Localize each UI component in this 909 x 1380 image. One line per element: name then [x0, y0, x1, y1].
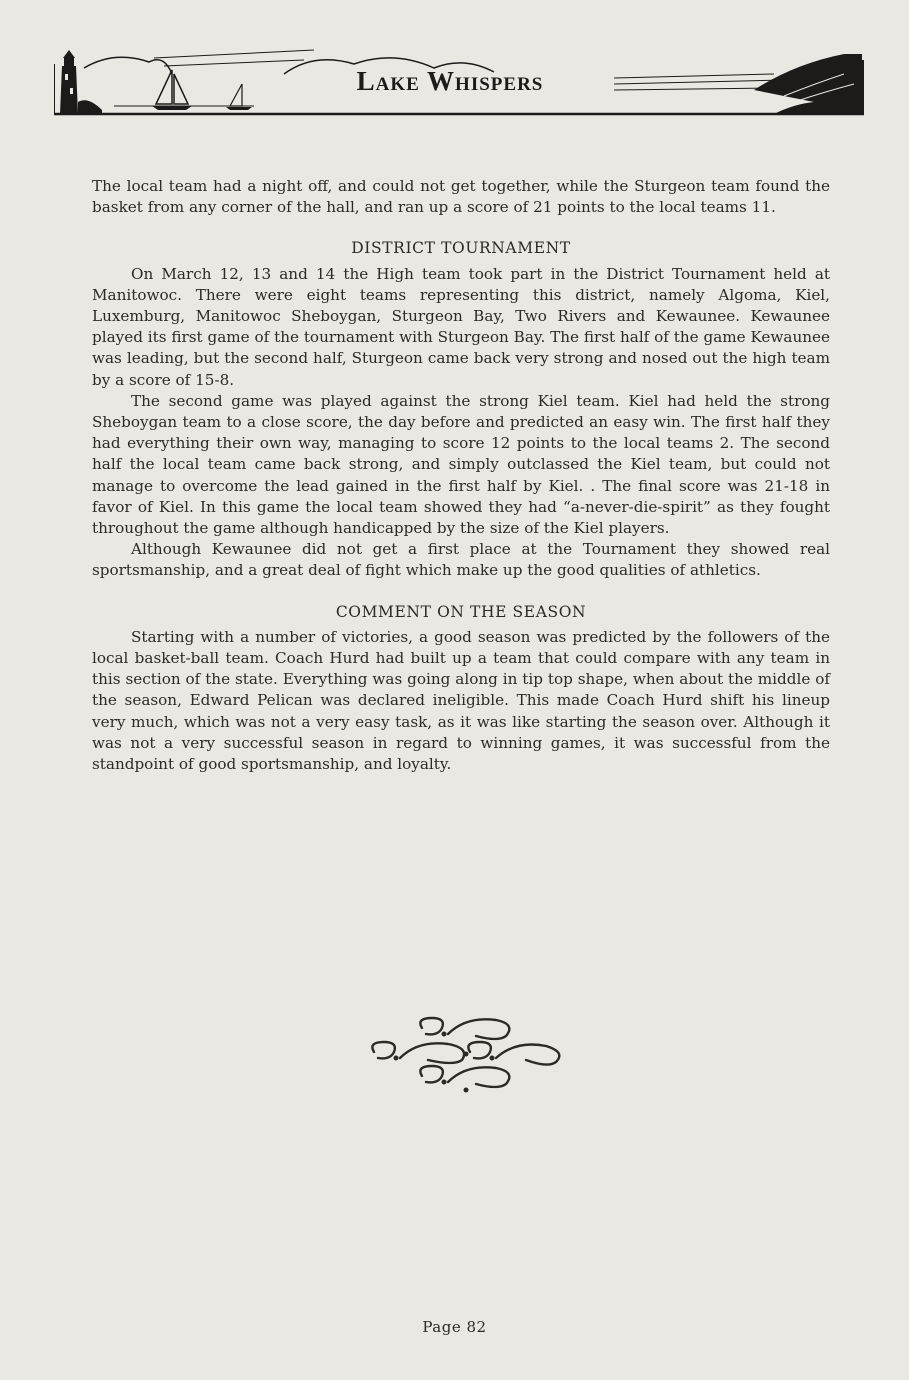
district-paragraph-1: On March 12, 13 and 14 the High team took part in the District Tournament held at Manitowoc. There were eight teams representing this district, namely Algoma, Kiel, Luxemburg, Manitowoc Sheboygan, Sturgeon Bay, Two Rivers and Kewaunee. Kewaunee played its first game of the tournament with Sturgeon Bay. The first half of the game Kewaunee was leading, but the second half, Sturgeon came back very strong and nosed out the high team by a score of 15-8.	[92, 264, 830, 389]
season-paragraph-1: Starting with a number of victories, a good season was predicted by the followers of the local basket-ball team. Coach Hurd had built up a team that could compare with any team in this section of the state. Everything was going along in tip top shape, when about the middle of the season, Edward Pelican was declared ineligible. This made Coach Hurd shift his lineup very much, which was not a very easy task, as it was like starting the season over. Although it was not a very successful season in regard to winning games, it was successful from the standpoint of good sportsmanship, and loyalty.	[92, 627, 830, 774]
page-number: Page 82	[422, 1318, 487, 1336]
season-heading: COMMENT ON THE SEASON	[335, 602, 587, 621]
district-paragraph-3: Although Kewaunee did not get a first place at the Tournament they showed real sportsmanship, and a great deal of fight which make up the good qualities of athletics.	[92, 540, 830, 580]
intro-paragraph: The local team had a night off, and could not get together, while the Sturgeon team found the basket from any corner of the hall, and ran up a score of 21 points to the local teams 11.	[92, 177, 830, 217]
lighthouse-icon	[60, 50, 102, 114]
header-banner	[54, 44, 864, 118]
sailboat-icon	[152, 70, 252, 110]
coast-icon	[754, 54, 862, 114]
header-title: Lake Whispers	[356, 66, 544, 96]
article-body	[92, 176, 830, 775]
scroll-ornament-icon	[366, 1014, 566, 1094]
district-paragraph-2: The second game was played against the strong Kiel team. Kiel had held the strong Sheboygan team to a close score, the day before and predicted an easy win. The first half they had everything their own way, managing to score 12 points to the local teams 2. The second half the local team came back strong, and simply outclassed the Kiel team, but could not manage to overcome the lead gained in the first half by Kiel. . The final score was 21-18 in favor of Kiel. In this game the local team showed they had “a-never-die-spirit” as they fought throughout the game although handicapped by the size of the Kiel players.	[92, 391, 830, 538]
district-heading: DISTRICT TOURNAMENT	[351, 239, 571, 258]
